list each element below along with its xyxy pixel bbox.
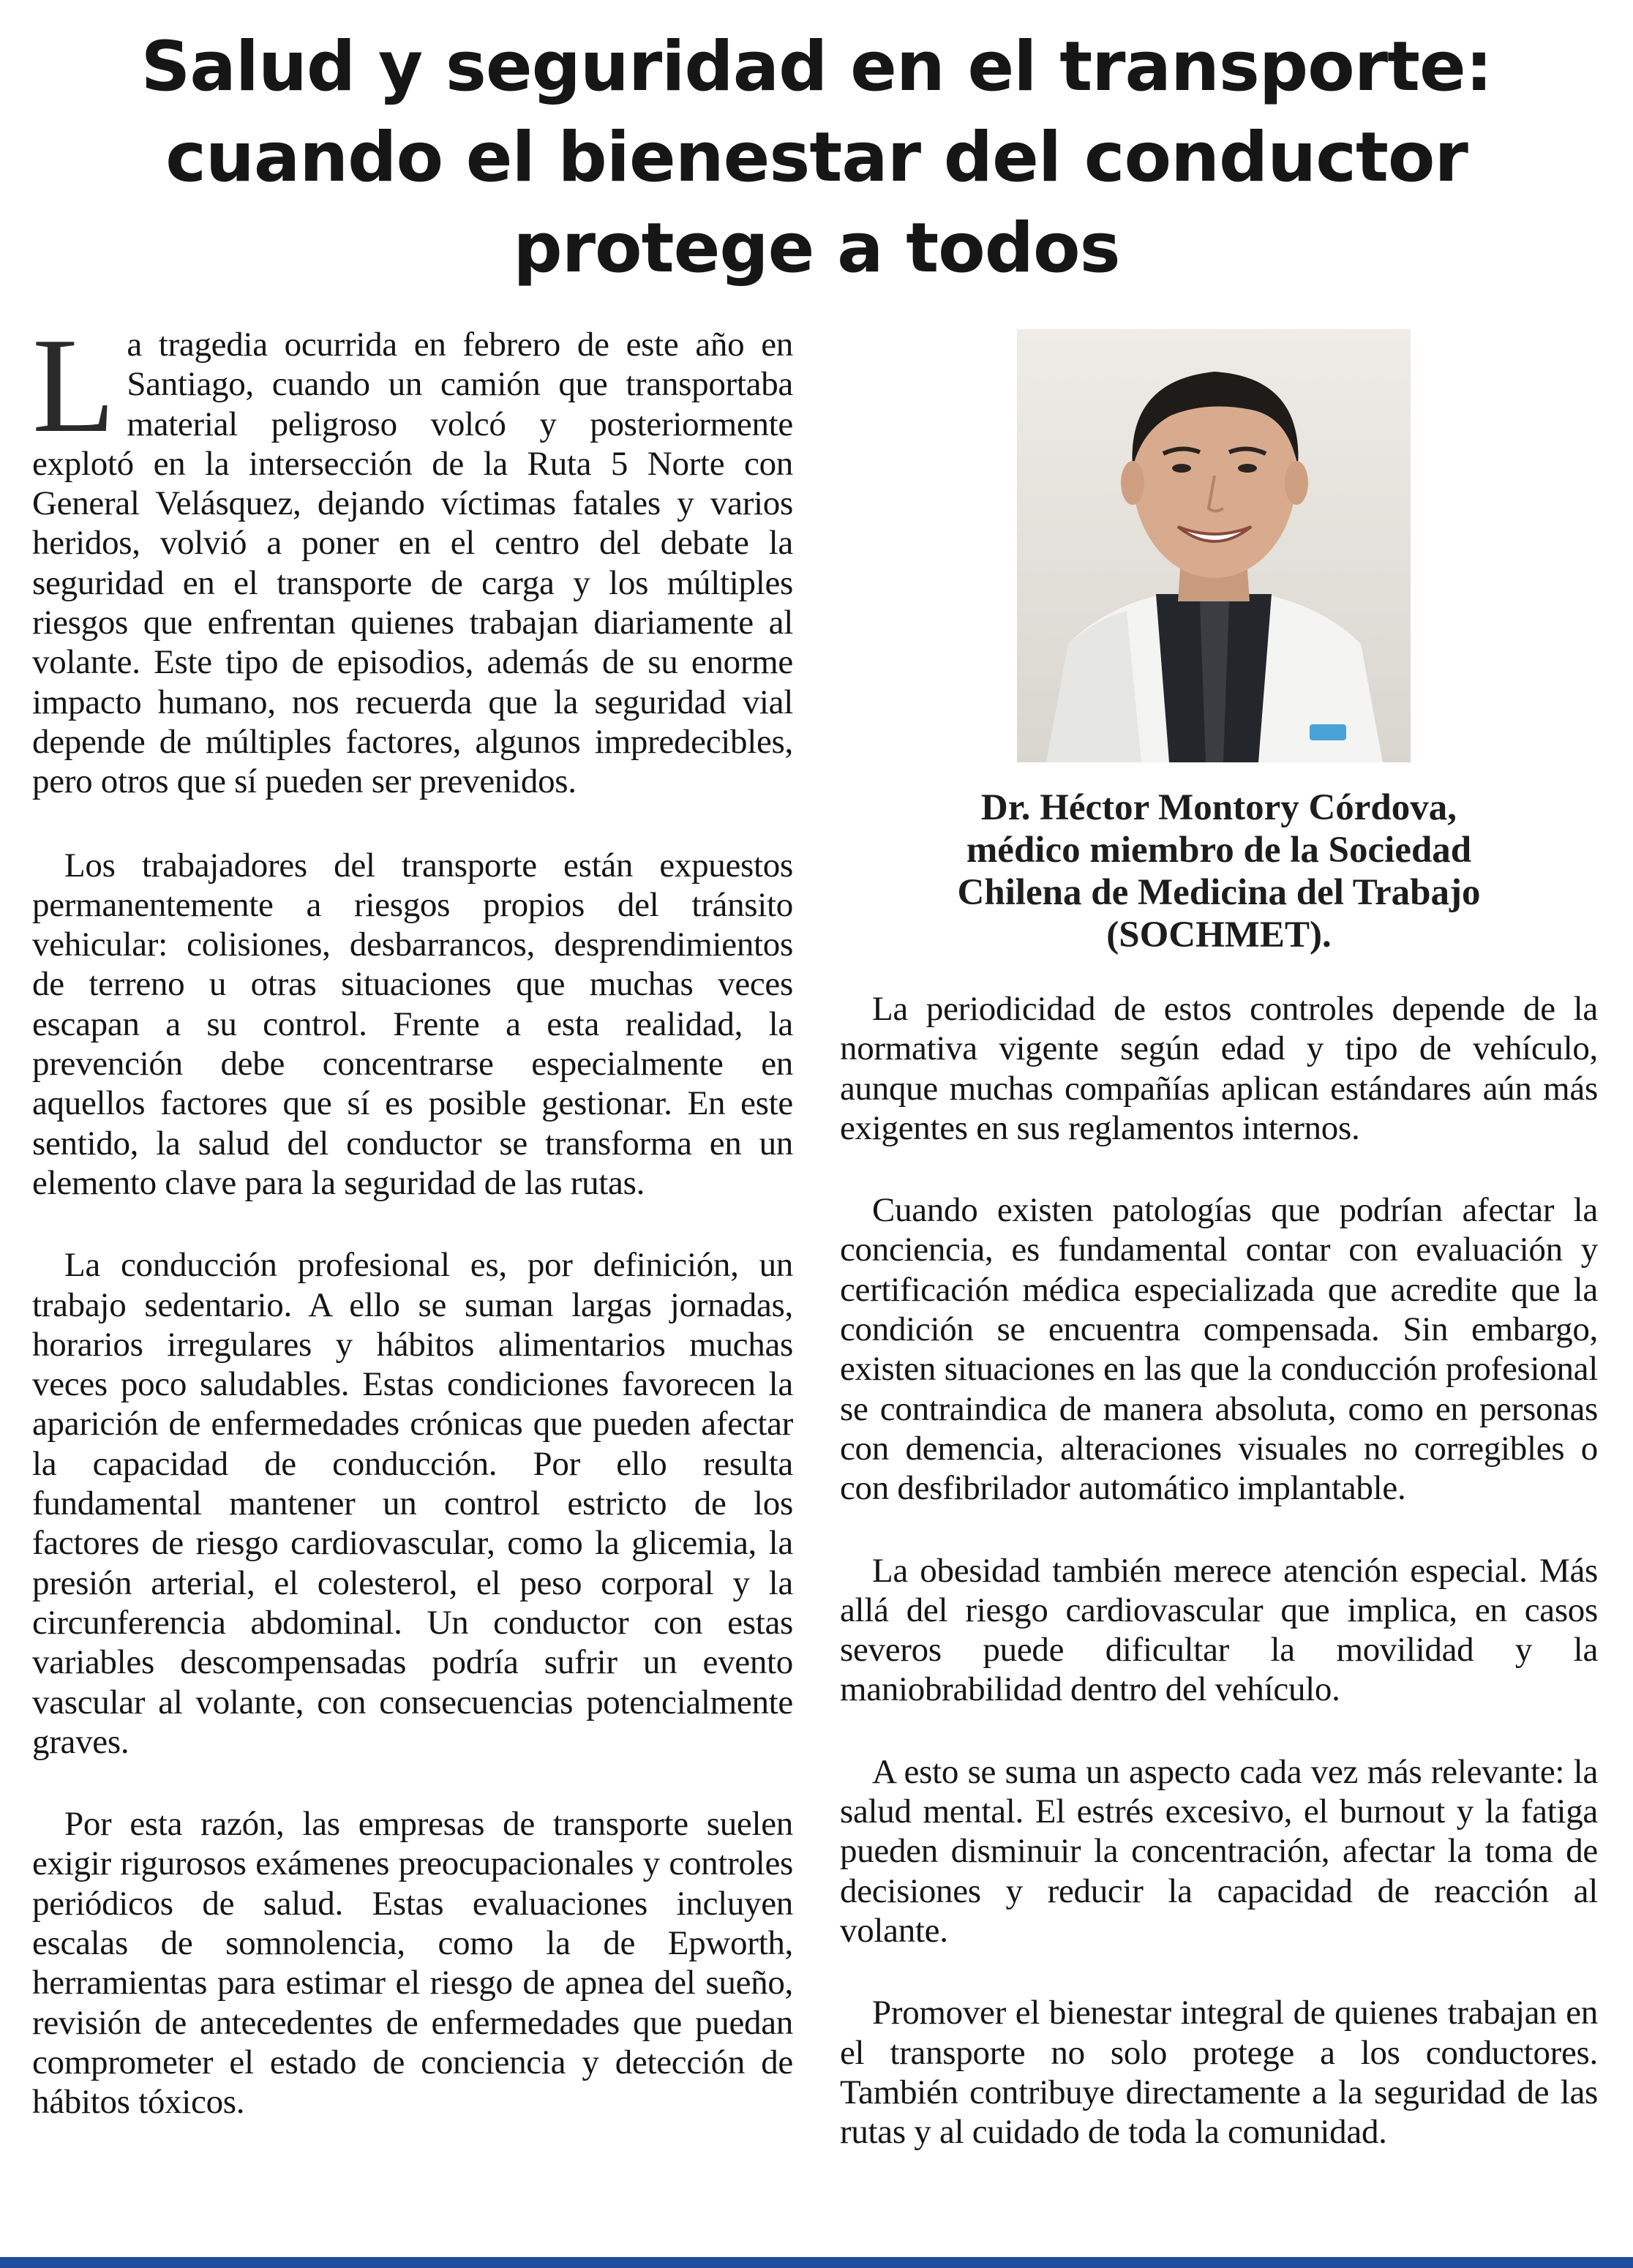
paragraph: Promover el bienestar integral de quienes trabajan en el transporte no solo protege a los conductores. También contribuye directamente a la seguridad de las rutas y al cuidado de toda la comunidad. <box>840 1994 1598 2152</box>
paragraph-text: a tragedia ocurrida en febrero de este año en Santiago, cuando un camión que transportaba material peligroso volcó y posteriormente explotó en la intersección de la Ruta 5 Norte con General Velásquez, dejando víctimas fatales y varios heridos, volvió a poner en el centro del debate la seguridad en el transporte de carga y los múltiples riesgos que enfrentan quienes trabajan diariamente al volante. Este tipo de episodios, además de su enorme impacto humano, nos recuerda que la seguridad vial depende de múltiples factores, algunos impredecibles, pero otros que sí pueden ser prevenidos. <box>32 326 793 801</box>
headline-line: Salud y seguridad en el transporte: <box>140 27 1493 107</box>
headline-line: cuando el bienestar del conductor <box>165 118 1468 198</box>
paragraph: Cuando existen patologías que podrían afectar la conciencia, es fundamental contar con evaluación y certificación médica especializada que acredite que la condición se encuentra compensada. Sin embargo, existen situaciones en las que la conducción profesional se contraindica de manera absoluta, como en personas con demencia, alteraciones visuales no corregibles o con desfibrilador automático implantable. <box>840 1191 1598 1508</box>
left-column <box>32 310 793 2164</box>
paragraph: A esto se suma un aspecto cada vez más relevante: la salud mental. El estrés excesivo, el burnout y la fatiga pueden disminuir la concentración, afectar la toma de decisiones y reducir la capacidad de reacción al volante. <box>840 1752 1598 1950</box>
drop-cap: L <box>32 310 116 461</box>
right-column <box>840 989 1598 2194</box>
caption-line: médico miembro de la Sociedad <box>966 830 1472 871</box>
paragraph: La periodicidad de estos controles depende de la normativa vigente según edad y tipo de vehículo, aunque muchas compañías aplican estándares aún más exigentes en sus reglamentos internos. <box>840 990 1598 1147</box>
author-portrait-icon <box>1017 329 1411 762</box>
article-headline <box>44 22 1589 294</box>
photo-caption <box>840 786 1598 956</box>
caption-line: Chilena de Medicina del Trabajo <box>957 872 1481 913</box>
paragraph: Por esta razón, las empresas de transporte suelen exigir rigurosos exámenes preocupacionales y controles periódicos de salud. Estas evaluaciones incluyen escalas de somnolencia, como la de Epworth, herramientas para estimar el riesgo de apnea del sueño, revisión de antecedentes de enfermedades que puedan comprometer el estado de conciencia y detección de hábitos tóxicos. <box>32 1805 793 2122</box>
caption-line: (SOCHMET). <box>1106 915 1332 955</box>
footer-rule <box>0 2253 1633 2268</box>
headline-line: protege a todos <box>513 209 1120 288</box>
paragraph: La conducción profesional es, por definición, un trabajo sedentario. A ello se suman largas jornadas, horarios irregulares y hábitos alimentarios muchas veces poco saludables. Estas condiciones favorecen la aparición de enfermedades crónicas que pueden afectar la capacidad de conducción. Por ello resulta fundamental mantener un control estricto de los factores de riesgo cardiovascular, como la glicemia, la presión arterial, el colesterol, el peso corporal y la circunferencia abdominal. Un conductor con estas variables descompensadas podría sufrir un evento vascular al volante, con consecuencias potencialmente graves. <box>32 1246 793 1761</box>
paragraph: La obesidad también merece atención especial. Más allá del riesgo cardiovascular que implica, en casos severos puede dificultar la movilidad y la maniobrabilidad dentro del vehículo. <box>840 1551 1598 1709</box>
paragraph: Los trabajadores del transporte están expuestos permanentemente a riesgos propios del tránsito vehicular: colisiones, desbarrancos, desprendimientos de terreno u otras situaciones que muchas veces escapan a su control. Frente a esta realidad, la prevención debe concentrarse especialmente en aquellos factores que sí es posible gestionar. En este sentido, la salud del conductor se transforma en un elemento clave para la seguridad de las rutas. <box>32 846 793 1202</box>
paragraph <box>32 310 793 802</box>
caption-line: Dr. Héctor Montory Córdova, <box>980 787 1457 828</box>
author-photo <box>1017 329 1411 762</box>
